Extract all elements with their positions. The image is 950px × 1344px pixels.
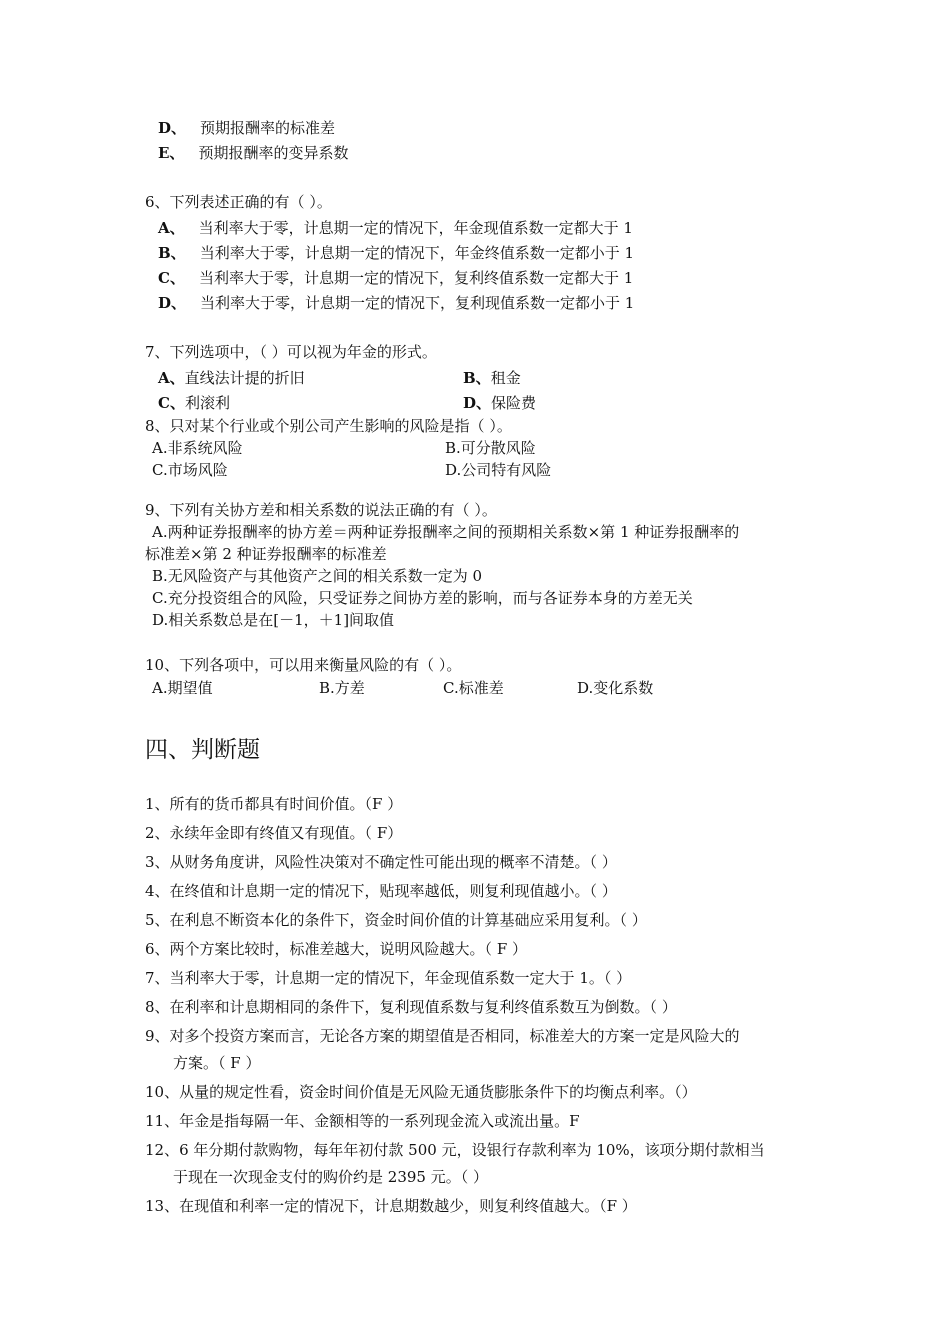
q6-option-d [158, 293, 634, 313]
q9-option-a-line1: A.两种证券报酬率的协方差＝两种证券报酬率之间的预期相关系数×第 1 种证券报酬率的 [152, 523, 740, 541]
option-text: 当利率大于零，计息期一定的情况下，复利终值系数一定都大于 1 [198, 269, 634, 287]
q6-option-a [158, 218, 633, 238]
q10-option-a: A.期望值 [152, 679, 213, 697]
q9-option-d: D.相关系数总是在[－1，＋1]间取值 [152, 611, 395, 629]
q10-option-b: B.方差 [319, 679, 365, 697]
option-text: 租金 [490, 369, 521, 387]
tf-item-3: 3、从财务角度讲，风险性决策对不确定性可能出现的概率不清楚。（ ） [145, 853, 617, 871]
q9-stem: 9、下列有关协方差和相关系数的说法正确的有（ ）。 [145, 501, 497, 519]
q7-option-c [158, 393, 230, 413]
option-letter: A、 [158, 369, 185, 387]
q8-option-a: A.非系统风险 [152, 439, 243, 457]
option-letter: B、 [158, 244, 186, 262]
tf-item-2: 2、永续年金即有终值又有现值。（ F） [145, 824, 403, 842]
q6-stem: 6、下列表述正确的有（ ）。 [145, 193, 332, 211]
option-text: 当利率大于零，计息期一定的情况下，年金现值系数一定都大于 1 [198, 219, 633, 237]
q10-option-c: C.标准差 [443, 679, 504, 697]
option-letter: A、 [158, 219, 185, 237]
option-letter: C、 [158, 269, 185, 287]
q7-stem: 7、下列选项中，（ ）可以视为年金的形式。 [145, 343, 437, 361]
option-text: 保险费 [491, 394, 537, 412]
option-text: 利滚利 [184, 394, 230, 412]
q6-option-c [158, 268, 633, 288]
q8-stem: 8、只对某个行业或个别公司产生影响的风险是指（ ）。 [145, 417, 512, 435]
tf-item-1: 1、所有的货币都具有时间价值。（F ） [145, 795, 403, 813]
option-letter: B、 [463, 369, 491, 387]
q5-option-d [158, 118, 335, 138]
tf-item-12-line1: 12、6 年分期付款购物，每年年初付款 500 元，设银行存款利率为 10%，该项分期付款相当 [145, 1141, 765, 1159]
q10-option-d: D.变化系数 [577, 679, 654, 697]
q9-option-a-line2: 标准差×第 2 种证券报酬率的标准差 [145, 545, 387, 563]
option-letter: D、 [463, 394, 492, 412]
tf-item-9-line2: 方案。（ F ） [173, 1054, 261, 1072]
tf-item-6: 6、两个方案比较时，标准差越大，说明风险越大。（ F ） [145, 940, 527, 958]
tf-item-12-line2: 于现在一次现金支付的购价约是 2395 元。（ ） [173, 1168, 488, 1186]
q6-option-b [158, 243, 634, 263]
tf-item-11: 11、年金是指每隔一年、金额相等的一系列现金流入或流出量。F [145, 1112, 580, 1130]
option-text: 当利率大于零，计息期一定的情况下，年金终值系数一定都小于 1 [199, 244, 635, 262]
q7-option-b [463, 368, 521, 388]
q8-option-c: C.市场风险 [152, 461, 228, 479]
section-heading: 四、判断题 [145, 737, 260, 763]
q8-option-d: D.公司特有风险 [445, 461, 552, 479]
q7-option-d [463, 393, 536, 413]
q9-option-c: C.充分投资组合的风险，只受证券之间协方差的影响，而与各证券本身的方差无关 [152, 589, 693, 607]
option-letter: E、 [158, 144, 185, 162]
option-letter: D、 [158, 294, 187, 312]
option-text: 预期报酬率的标准差 [200, 119, 336, 137]
q8-option-b: B.可分散风险 [445, 439, 536, 457]
tf-item-4: 4、在终值和计息期一定的情况下，贴现率越低，则复利现值越小。（ ） [145, 882, 617, 900]
tf-item-13: 13、在现值和利率一定的情况下，计息期数越少，则复利终值越大。（F ） [145, 1197, 637, 1215]
q7-option-a [158, 368, 305, 388]
option-text: 直线法计提的折旧 [184, 369, 305, 387]
option-letter: C、 [158, 394, 185, 412]
option-text: 预期报酬率的变异系数 [198, 144, 349, 162]
option-letter: D、 [158, 119, 187, 137]
option-text: 当利率大于零，计息期一定的情况下，复利现值系数一定都小于 1 [200, 294, 635, 312]
tf-item-7: 7、当利率大于零，计息期一定的情况下，年金现值系数一定大于 1。（ ） [145, 969, 632, 987]
q9-option-b: B.无风险资产与其他资产之间的相关系数一定为 0 [152, 567, 483, 585]
tf-item-5: 5、在利息不断资本化的条件下，资金时间价值的计算基础应采用复利。（ ） [145, 911, 647, 929]
tf-item-9-line1: 9、对多个投资方案而言，无论各方案的期望值是否相同，标准差大的方案一定是风险大的 [145, 1027, 740, 1045]
tf-item-10: 10、从量的规定性看，资金时间价值是无风险无通货膨胀条件下的均衡点利率。（） [145, 1083, 697, 1101]
tf-item-8: 8、在利率和计息期相同的条件下，复利现值系数与复利终值系数互为倒数。（ ） [145, 998, 677, 1016]
q10-stem: 10、下列各项中，可以用来衡量风险的有（ ）。 [145, 656, 462, 674]
q5-option-e [158, 143, 348, 163]
